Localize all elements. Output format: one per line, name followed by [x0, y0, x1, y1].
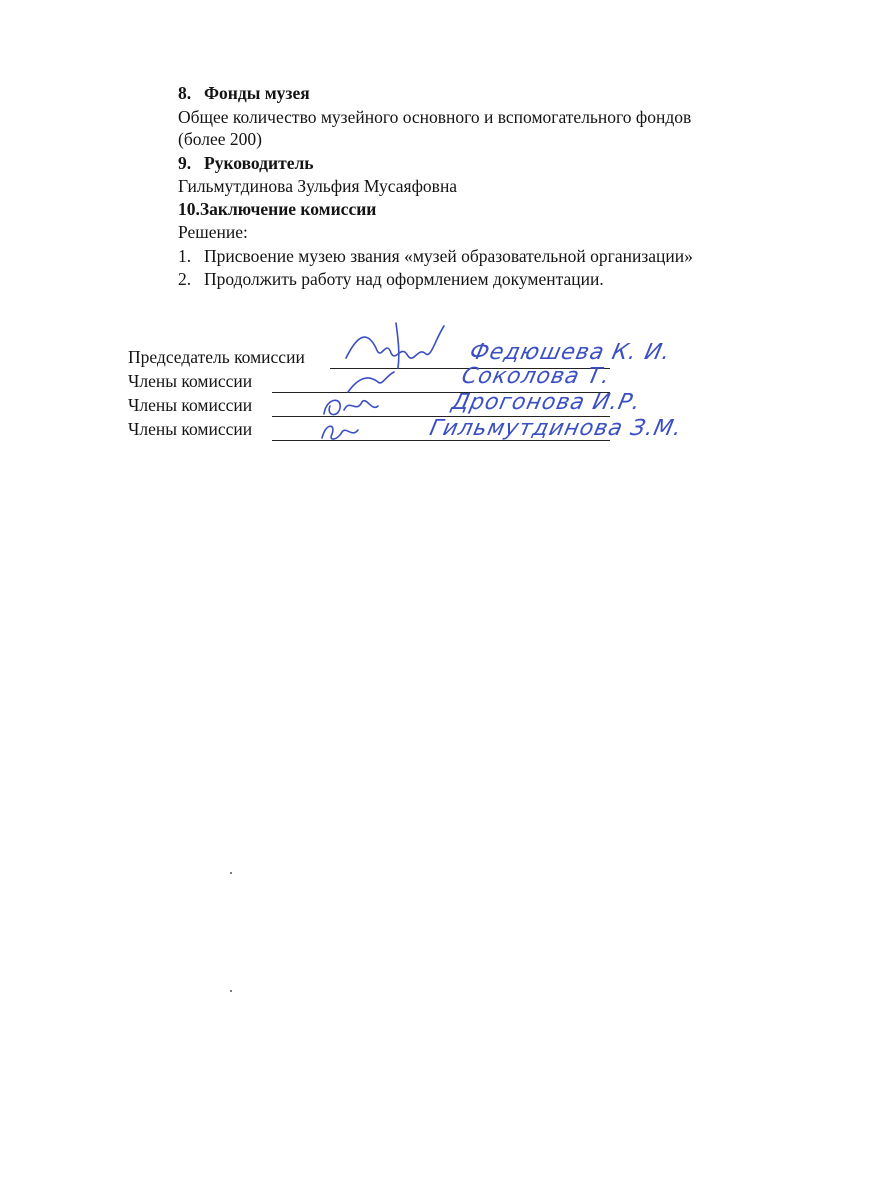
section-9-text-line-1: Гильмутдинова Зульфия Мусаяфовна [178, 176, 458, 196]
decision-label: Решение: [178, 222, 248, 242]
handwritten-name-member-3: Гильмутдинова З.М. [427, 416, 685, 441]
handwritten-name-member-1: Соколова Т. [459, 364, 613, 389]
scan-speck [230, 872, 232, 874]
signature-row-member-2-label: Члены комиссии [128, 395, 253, 415]
signature-row-member-3-label: Члены комиссии [128, 419, 253, 439]
signature-row-member-1-label: Члены комиссии [128, 371, 253, 391]
section-8-text-line-1: Общее количество музейного основного и вспомогательного фондов [178, 107, 692, 127]
section-8-text-line-2: (более 200) [178, 129, 262, 149]
section-8-heading: 8. Фонды музея [178, 83, 310, 103]
signature-row-chair-label: Председатель комиссии [128, 347, 305, 367]
signature-scribble-member-3 [316, 418, 366, 446]
scan-speck [230, 990, 232, 992]
decision-item-1: 1. Присвоение музею звания «музей образовательной организации» [178, 246, 693, 266]
section-9-heading: 9. Руководитель [178, 153, 314, 173]
decision-item-2: 2. Продолжить работу над оформлением документации. [178, 269, 604, 289]
handwritten-name-chair: Федюшева К. И. [467, 340, 674, 365]
handwritten-name-member-2: Дрогонова И.Р. [449, 390, 644, 415]
section-10-heading: 10.Заключение комиссии [178, 199, 377, 219]
